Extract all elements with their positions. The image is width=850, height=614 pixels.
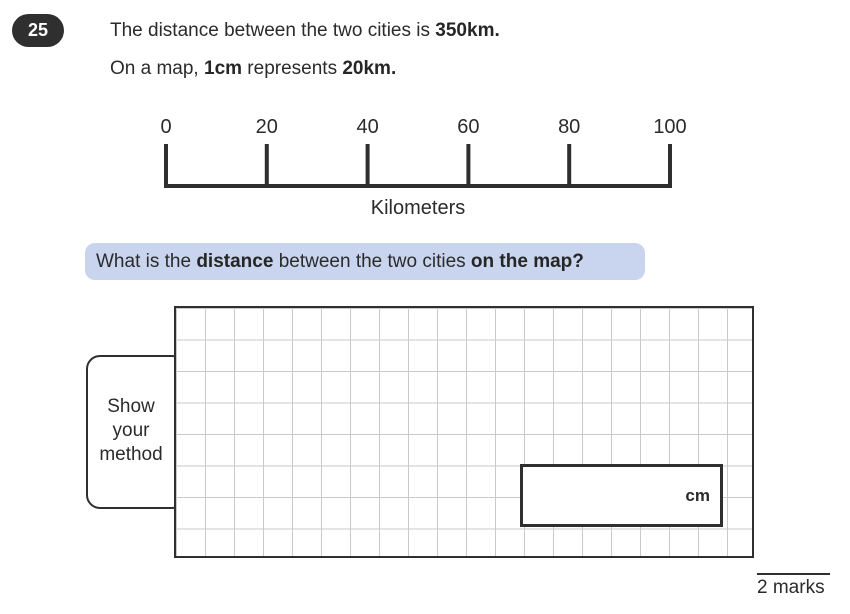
answer-box[interactable]	[520, 464, 723, 527]
scale-tick-label: 0	[160, 116, 172, 138]
scale-tick-label: 40	[356, 116, 379, 138]
scale-bar	[0, 0, 850, 240]
scale-axis-label: Kilometers	[370, 197, 466, 219]
marks-rule	[757, 573, 830, 575]
scale-tick-label: 80	[558, 116, 581, 138]
scale-tick-label: 20	[255, 116, 278, 138]
scale-tick-label: 100	[653, 116, 687, 138]
answer-unit: cm	[685, 486, 710, 505]
show-your-method-label: Show your method	[99, 396, 163, 465]
question-text-line-1: The distance between the two cities is 350km.	[110, 20, 500, 41]
question-number: 25	[12, 14, 64, 47]
question-text-line-2: On a map, 1cm represents 20km.	[110, 58, 397, 79]
marks-label: 2 marks	[757, 577, 825, 598]
scale-tick-label: 60	[457, 116, 480, 138]
question-prompt: What is the distance between the two cities on the map?	[85, 243, 645, 280]
